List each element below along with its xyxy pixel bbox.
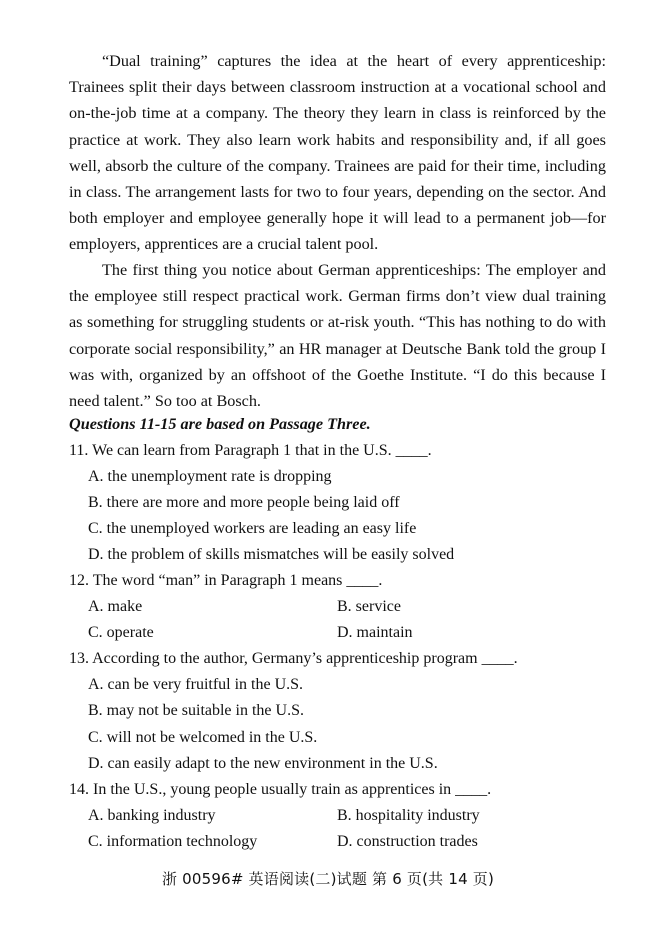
question-12-option-d: D. maintain [337,624,413,641]
question-13-option-d: D. can easily adapt to the new environment in the U.S. [88,755,438,772]
question-11-option-d: D. the problem of skills mismatches will be easily solved [88,546,455,563]
question-11-option-b: B. there are more and more people being laid off [88,494,400,511]
question-13-option-c: C. will not be welcomed in the U.S. [88,729,318,746]
question-12-stem: 12. The word “man” in Paragraph 1 means ____. [69,572,383,589]
question-14-option-d: D. construction trades [337,833,478,850]
question-13-stem: 13. According to the author, Germany’s apprenticeship program ____. [69,650,518,667]
question-12-option-c: C. operate [88,624,154,641]
question-14-option-c: C. information technology [88,833,258,850]
question-11-option-a: A. the unemployment rate is dropping [88,468,332,485]
question-13-option-a: A. can be very fruitful in the U.S. [88,676,304,693]
passage-paragraph-1: “Dual training” captures the idea at the heart of every apprenticeship: Trainees split their days between classroom instruction at a vocational school and on-the-job time at a company. The theory they learn in class is reinforced by the practice at work. They also learn work habits and responsibility and, if all goes well, absorb the culture of the company. Trainees are paid for their time, including in class. The arrangement lasts for two to four years, depending on the sector. And both employer and employee generally hope it will lead to a permanent job—for employers, apprentices are a crucial talent pool. [69,52,606,254]
question-12-option-b: B. service [337,598,401,615]
question-13-option-b: B. may not be suitable in the U.S. [88,702,304,719]
question-14-stem: 14. In the U.S., young people usually train as apprentices in ____. [69,781,492,798]
questions-section-heading: Questions 11-15 are based on Passage Three. [69,415,371,433]
passage-paragraph-2: The first thing you notice about German apprenticeships: The employer and the employee still respect practical work. German firms don’t view dual training as something for struggling students or at-risk youth. “This has nothing to do with corporate social responsibility,” an HR manager at Deutsche Bank told the group I was with, organized by an offshoot of the Goethe Institute. “I do this because I need talent.” So too at Bosch. [69,261,606,411]
question-14-option-a: A. banking industry [88,807,216,824]
question-12-option-a: A. make [88,598,143,615]
question-14-option-b: B. hospitality industry [337,807,480,824]
question-11-option-c: C. the unemployed workers are leading an easy life [88,520,417,537]
question-11-stem: 11. We can learn from Paragraph 1 that in the U.S. ____. [69,442,432,459]
page-footer: 浙 00596# 英语阅读(二)试题 第 6 页(共 14 页) [161,870,495,888]
